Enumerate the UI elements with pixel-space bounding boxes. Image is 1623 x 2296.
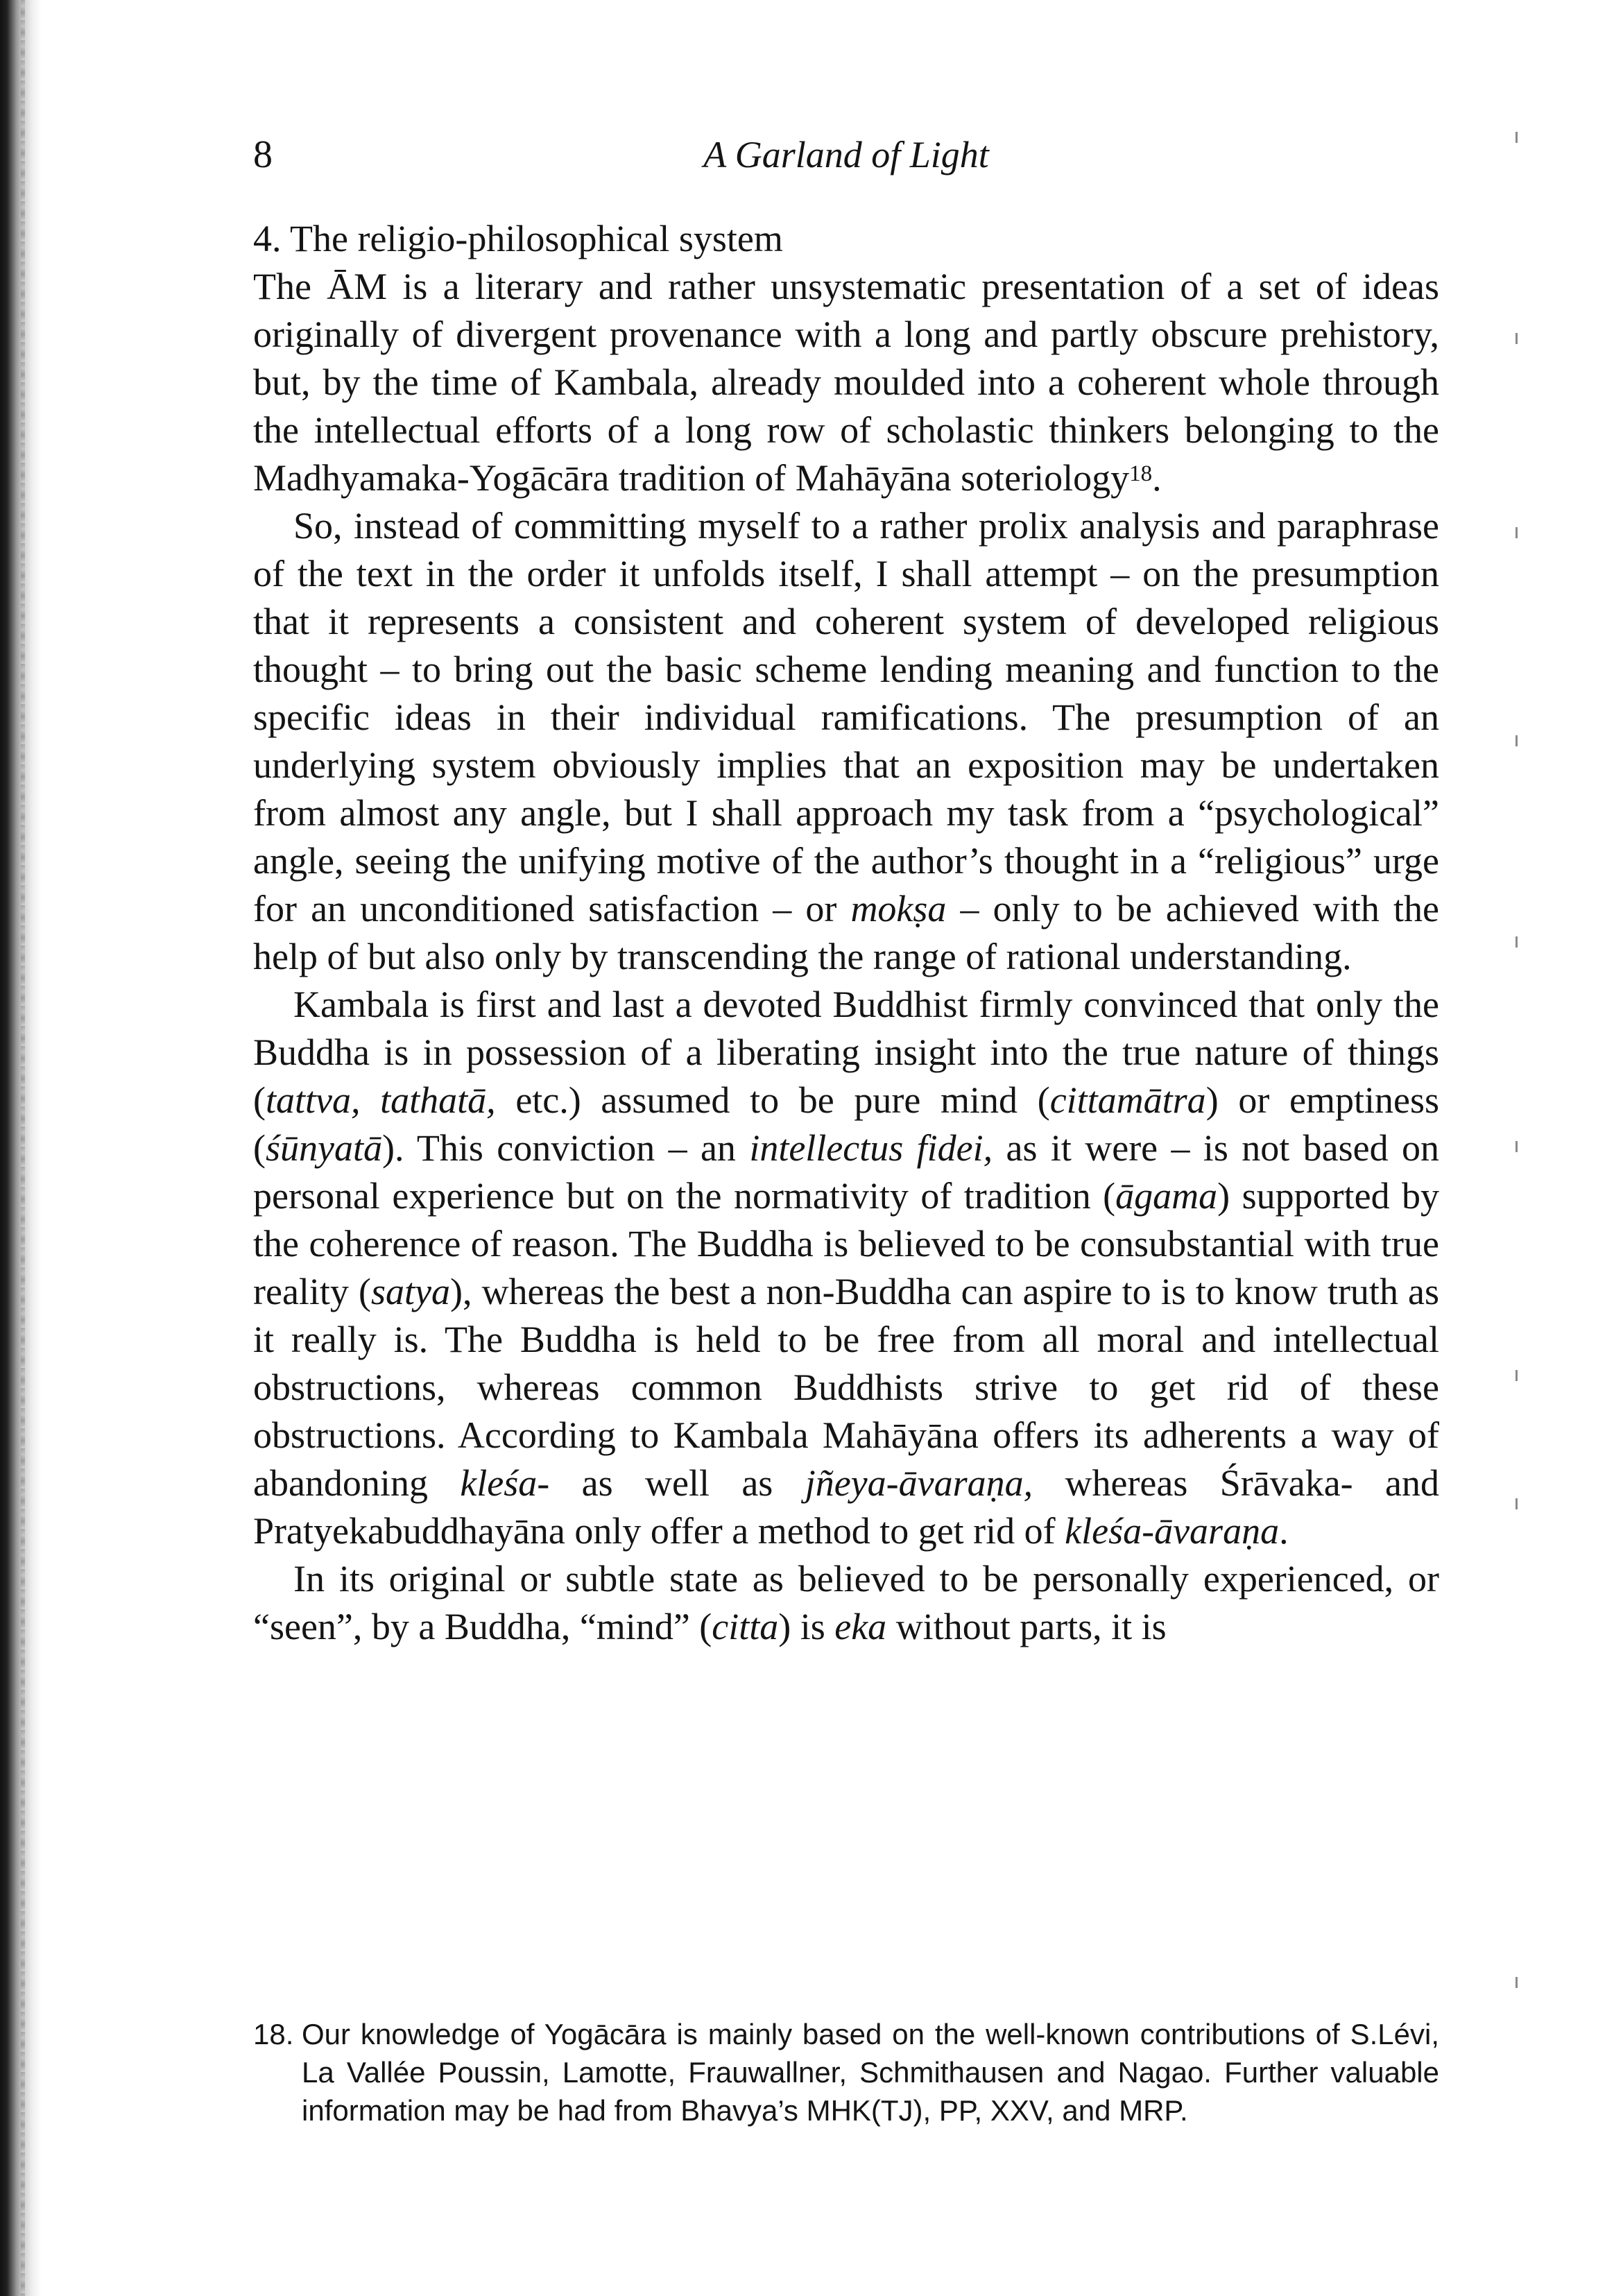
term-cittamatra: cittamātra [1049,1079,1206,1121]
footnote-number: 18. [253,2018,294,2050]
term-sunyata: śūnyatā [265,1127,382,1169]
scan-mark [1515,1370,1518,1381]
scan-binding-shadow [0,0,42,2296]
main-text [253,215,1439,1651]
text-run: whereas Śrāvaka- and Pratyekabuddhayāna only offer a method to get rid of [253,1462,1439,1552]
paragraph-4 [253,1555,1439,1651]
text-run: without parts, it is [886,1606,1167,1647]
footnote-18 [253,2015,1439,2130]
paragraph-2 [253,502,1439,981]
scan-mark [1515,735,1518,746]
text-run: . [1279,1510,1289,1552]
term-klesa-avarana: kleśa-āvaraṇa [1065,1510,1280,1552]
text-run: So, instead of committing myself to a rather prolix analysis and paraphrase of the text in the order it unfolds itself, I shall attempt – on the presumption that it represents a consistent and coherent system of developed religious thought – to bring out the basic scheme lending meaning and function to the specific ideas in their individual ramifications. The presumption of an underlying system obviously implies that an exposition may be undertaken from almost any angle, but I shall approach my task from a “psychological” angle, seeing the unifying motive of the author’s thought in a “religious” urge for an unconditioned satisfaction – or [253,505,1439,929]
scan-mark [1515,1141,1518,1152]
page-number: 8 [253,133,273,176]
scan-margin-marks [1515,0,1529,2296]
term-eka: eka [834,1606,887,1647]
scan-mark [1515,1977,1518,1988]
text-run: Kambala is first and last a devoted Buddhist firmly convinced that only the Buddha is in possession of a liberating insight into the true nature of things ( [253,984,1439,1121]
section-heading: 4. The religio-philosophical system [253,218,783,259]
text-run: ), whereas the best a non-Buddha can aspire to is to know truth as it really is. The Buddha is held to be free from all moral and intellectual obstructions, whereas common Buddhists strive to get rid of these obstructions. According to Kambala Mahāyāna offers its adherents a way of abandoning [253,1271,1439,1504]
text-run: ) or emptiness ( [253,1079,1439,1169]
running-title: A Garland of Light [703,134,989,175]
paragraph-1-text: The ĀM is a literary and rather unsystematic presentation of a set of ideas originally of divergent provenance with a long and partly obscure prehistory, but, by the time of Kambala, already moulded into a coherent whole through the intellectual efforts of a long row of scholastic thinkers belonging to the Madhyamaka-Yogācāra tradition of Mahāyāna soteriology [253,266,1439,499]
scan-mark [1515,527,1518,538]
scan-mark [1515,333,1518,344]
text-run: ). This conviction – an [381,1127,750,1169]
term-agama: āgama [1115,1175,1218,1217]
text-run: ) is [778,1606,835,1647]
term-moksa: mokṣa [850,888,947,929]
footnote-text: Our knowledge of Yogācāra is mainly based on the well-known contributions of S.Lévi, La Vallée Poussin, Lamotte, Frauwallner, Schmithausen and Nagao. Further valuable information may be had from Bhavya’s MHK(TJ), PP, XXV, and MRP. [302,2018,1439,2127]
paragraph-3 [253,981,1439,1555]
footnote-reference: 18 [1129,461,1153,486]
term-satya: satya [370,1271,450,1312]
footnotes [253,2015,1439,2130]
page-header [253,123,1439,186]
term-intellectus-fidei: intellectus fidei, [749,1127,993,1169]
text-run: as well as [549,1462,805,1504]
scan-mark [1515,132,1518,143]
term-tattva: tattva, tathatā, [265,1079,496,1121]
text-run: – only to be achieved with the help of but also only by transcending the range of rational understanding. [253,888,1439,977]
term-citta: citta [712,1606,779,1647]
paragraph-1 [253,263,1439,502]
text-run: In its original or subtle state as believed to be personally experienced, or “seen”, by a Buddha, “mind” ( [253,1558,1439,1647]
text-run: ) supported by the coherence of reason. The Buddha is believed to be consubstantial with true reality ( [253,1175,1440,1312]
text-run: etc.) assumed to be pure mind ( [495,1079,1050,1121]
scan-mark [1515,1498,1518,1509]
scan-mark [1515,936,1518,948]
text-run: as it were – is not based on personal experience but on the normativity of tradition ( [253,1127,1440,1217]
paragraph-1-end: . [1152,457,1162,499]
term-klesa: kleśa- [460,1462,550,1504]
term-jneya-avarana: jñeya-āvaraṇa, [805,1462,1033,1504]
